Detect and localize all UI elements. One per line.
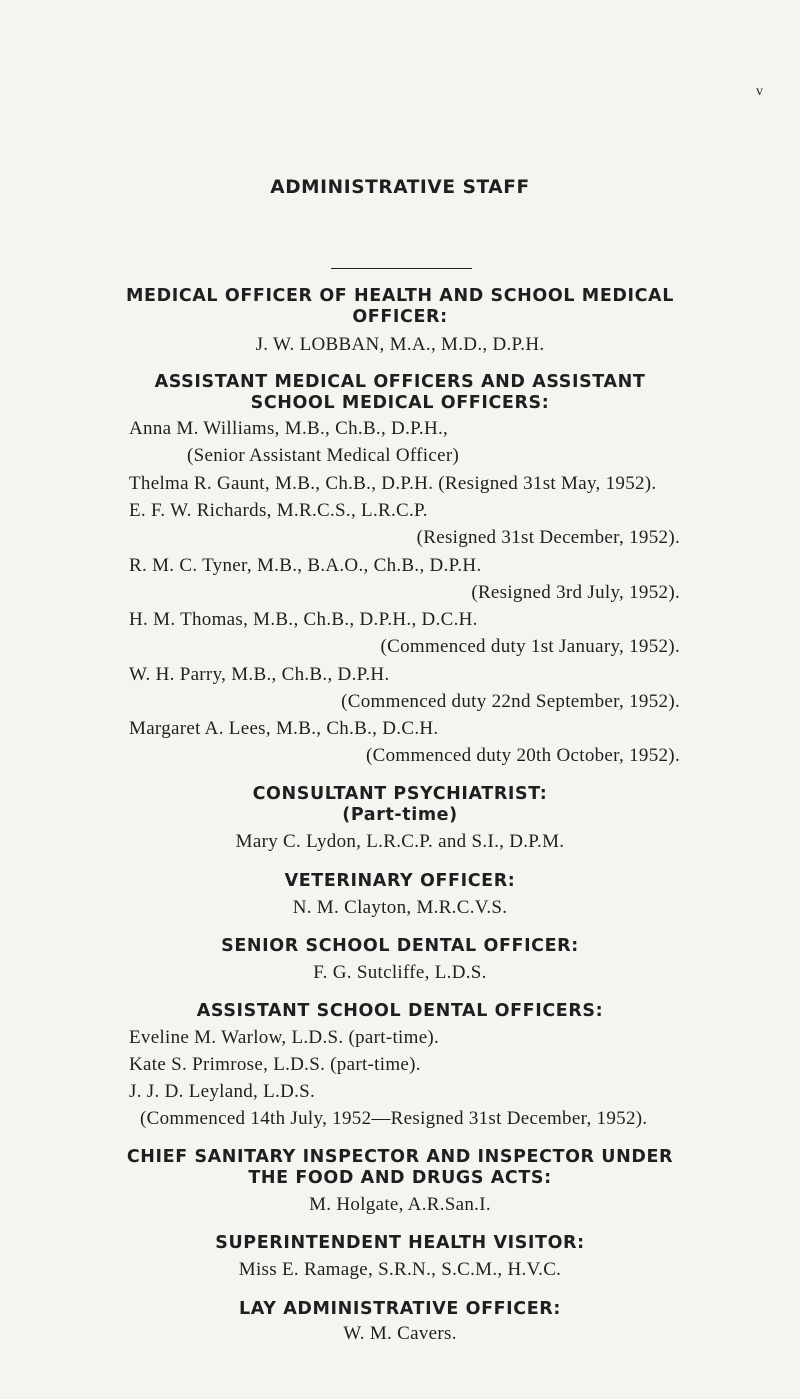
staff-entry-name: Margaret A. Lees, M.B., Ch.B., D.C.H. (129, 718, 439, 739)
staff-entry-note: (Commenced duty 20th October, 1952). (366, 745, 680, 766)
lay-admin-name: W. M. Cavers. (343, 1323, 457, 1344)
senior-dental-heading: SENIOR SCHOOL DENTAL OFFICER: (221, 936, 579, 956)
lay-admin-heading: LAY ADMINISTRATIVE OFFICER: (239, 1299, 561, 1319)
sanitary-heading-line2: THE FOOD AND DRUGS ACTS: (248, 1168, 552, 1188)
health-visitor-name: Miss E. Ramage, S.R.N., S.C.M., H.V.C. (238, 1259, 562, 1280)
asst-medical-heading-line2: SCHOOL MEDICAL OFFICERS: (250, 393, 550, 413)
asst-dental-line: (Commenced 14th July, 1952—Resigned 31st December, 1952). (140, 1108, 648, 1129)
title-divider (331, 268, 472, 269)
page-number: v (756, 84, 763, 99)
asst-medical-heading-line1: ASSISTANT MEDICAL OFFICERS AND ASSISTANT (154, 372, 646, 392)
asst-dental-line: Kate S. Primrose, L.D.S. (part-time). (129, 1054, 421, 1075)
staff-entry-note: (Senior Assistant Medical Officer) (187, 445, 460, 466)
sanitary-name: M. Holgate, A.R.San.I. (309, 1194, 491, 1215)
staff-entry-name: E. F. W. Richards, M.R.C.S., L.R.C.P. (129, 500, 428, 521)
psychiatrist-heading: CONSULTANT PSYCHIATRIST: (252, 784, 548, 804)
moh-heading-line2: OFFICER: (352, 307, 448, 327)
psychiatrist-name: Mary C. Lydon, L.R.C.P. and S.I., D.P.M. (235, 831, 565, 852)
asst-dental-line: J. J. D. Leyland, L.D.S. (129, 1081, 316, 1102)
health-visitor-heading: SUPERINTENDENT HEALTH VISITOR: (215, 1233, 585, 1253)
veterinary-heading: VETERINARY OFFICER: (284, 871, 516, 891)
psychiatrist-subheading: (Part-time) (342, 805, 458, 825)
staff-entry-note: (Resigned 3rd July, 1952). (471, 582, 680, 603)
staff-entry-name: Anna M. Williams, M.B., Ch.B., D.P.H., (129, 418, 449, 439)
asst-dental-heading: ASSISTANT SCHOOL DENTAL OFFICERS: (196, 1001, 604, 1021)
staff-entry-name: Thelma R. Gaunt, M.B., Ch.B., D.P.H. (Resigned 31st May, 1952). (129, 473, 657, 494)
moh-name: J. W. LOBBAN, M.A., M.D., D.P.H. (255, 334, 545, 355)
staff-entry-note: (Resigned 31st December, 1952). (416, 527, 680, 548)
veterinary-name: N. M. Clayton, M.R.C.V.S. (292, 897, 508, 918)
moh-heading-line1: MEDICAL OFFICER OF HEALTH AND SCHOOL MEDICAL (126, 286, 674, 306)
staff-entry-note: (Commenced duty 22nd September, 1952). (341, 691, 680, 712)
senior-dental-name: F. G. Sutcliffe, L.D.S. (313, 962, 487, 983)
asst-dental-line: Eveline M. Warlow, L.D.S. (part-time). (129, 1027, 440, 1048)
sanitary-heading-line1: CHIEF SANITARY INSPECTOR AND INSPECTOR UNDER (126, 1147, 674, 1167)
staff-entry-name: H. M. Thomas, M.B., Ch.B., D.P.H., D.C.H. (129, 609, 478, 630)
page-title: ADMINISTRATIVE STAFF (270, 177, 530, 198)
staff-entry-name: R. M. C. Tyner, M.B., B.A.O., Ch.B., D.P.H. (129, 555, 482, 576)
staff-entry-name: W. H. Parry, M.B., Ch.B., D.P.H. (129, 664, 390, 685)
staff-entry-note: (Commenced duty 1st January, 1952). (380, 636, 680, 657)
